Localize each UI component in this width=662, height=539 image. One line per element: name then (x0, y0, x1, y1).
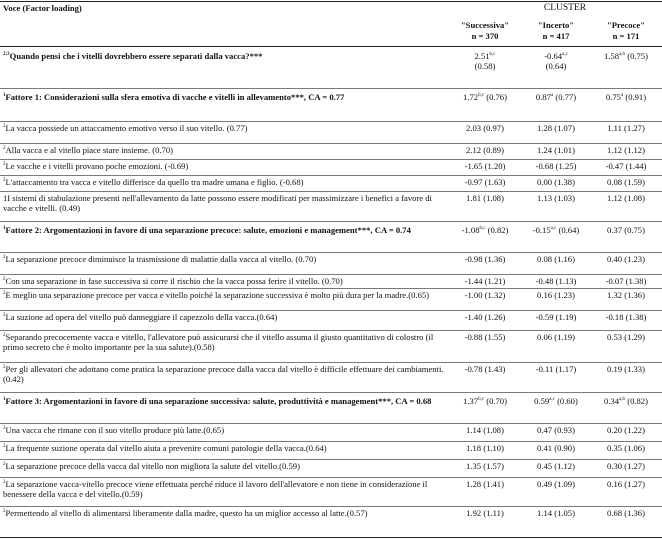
value-mean: -0.11 (1.17) (535, 364, 577, 374)
row-label (3, 193, 449, 214)
value-cell-cluster-1 (449, 479, 521, 489)
value-mean: 2.03 (0.97) (466, 123, 504, 133)
value-cell-cluster-2 (521, 461, 591, 471)
header-cluster: CLUSTER (543, 3, 587, 13)
row-label (3, 51, 449, 61)
row-label (3, 425, 449, 435)
row-label-superscript: 2 (3, 509, 6, 515)
value-mean: 1.14 (1.05) (537, 508, 575, 518)
value-mean: 0.35 (1.06) (607, 443, 645, 453)
row-separator (0, 330, 662, 331)
row-separator (0, 221, 662, 222)
value-mean: 1.18 (1.10) (466, 443, 504, 453)
row-label (3, 396, 449, 406)
value-cell-cluster-3 (591, 396, 661, 406)
row-label-superscript: 2 (3, 255, 6, 261)
row-label-superscript: 2 (3, 146, 6, 152)
value-mean: 1.14 (1.08) (466, 425, 504, 435)
value-cell-cluster-2 (521, 92, 591, 102)
value-mean: 1.81 (1.08) (466, 193, 504, 203)
value-cell-cluster-1 (449, 177, 521, 187)
value-cell-cluster-2 (521, 145, 591, 155)
value-cell-cluster-1 (449, 145, 521, 155)
value-mean: 1.12 (1.12) (607, 145, 645, 155)
row-label-text: Con una separazione in fase successiva si corre il rischio che la vacca possa ferire il vitello. (0.70) (5, 276, 343, 286)
value-cell-cluster-2 (521, 177, 591, 187)
value-mean: 1.35 (1.57) (466, 461, 504, 471)
row-label-text: E meglio una separazione precoce per vacca e vitello poiché la separazione successiva è molto più dura per la madre.(0.65) (5, 290, 430, 300)
value-cell-cluster-2 (521, 51, 591, 72)
row-label-text: Alla vacca e al vitello piace stare insieme. (0.70) (5, 145, 174, 155)
value-sd: (0.82) (627, 396, 648, 406)
value-mean: 0.20 (1.22) (607, 425, 645, 435)
value-mean: -1.44 (1.21) (464, 276, 506, 286)
header-col-successiva: "Successiva" (460, 20, 510, 30)
row-label-superscript: 2 (3, 480, 6, 486)
row-label-text: Le vacche e i vitelli provano poche emozioni. (-0.69) (5, 161, 189, 171)
value-cell-cluster-1 (449, 396, 521, 406)
header-voce: Voce (Factor loading) (3, 3, 82, 13)
value-cell-cluster-2 (521, 276, 591, 286)
value-cell-cluster-3 (591, 508, 661, 518)
row-label (3, 364, 449, 385)
value-mean: -0.98 (1.36) (464, 254, 506, 264)
value-cell-cluster-1 (449, 290, 521, 300)
table-bottom-rule (0, 537, 662, 538)
value-significance-superscript: a (550, 93, 554, 99)
row-separator (0, 88, 662, 89)
value-cell-cluster-3 (591, 92, 661, 102)
row-label-text: Per gli allevatori che adottano come pratica la separazione precoce dalla vacca dal vitello è difficile effettuare dei cambiamenti.(0.42) (3, 364, 444, 385)
value-cell-cluster-1 (449, 161, 521, 171)
value-cell-cluster-2 (521, 443, 591, 453)
value-significance-superscript: b,c (489, 52, 496, 58)
value-cell-cluster-1 (449, 193, 521, 203)
row-label-superscript: 2 (3, 365, 6, 371)
value-cell-cluster-2 (521, 312, 591, 322)
row-label (3, 145, 449, 155)
value-mean: -0.68 (1.25) (535, 161, 577, 171)
value-cell-cluster-1 (449, 123, 521, 133)
row-label-text: La frequente suzione operata dal vitello aiuta a prevenire comuni patologie della vacca.(0.64) (5, 443, 327, 453)
value-mean: -1.65 (1.20) (464, 161, 506, 171)
row-label-superscript: 2;3 (3, 52, 10, 58)
value-mean: -0.64 (544, 51, 563, 61)
row-label (3, 92, 449, 102)
row-label (3, 254, 449, 264)
value-cell-cluster-2 (521, 508, 591, 518)
value-significance-superscript: b,c (478, 397, 485, 403)
value-mean: 0.08 (1.16) (537, 254, 575, 264)
value-cell-cluster-3 (591, 332, 661, 342)
value-cell-cluster-3 (591, 51, 661, 61)
row-label-text: L'attaccamento tra vacca e vitello differisce da quello tra madre umana e figlio. (-0.68) (5, 177, 304, 187)
row-label-text: Separando precocemente vacca e vitello, l'allevatore può assicurarsi che il vitello assuma il giusto quantitativo di colostro (il primo secreto che è molto importante per la sua salute).(0.58) (3, 332, 434, 353)
value-sd: (0.76) (486, 92, 507, 102)
value-mean: 1.32 (1.36) (607, 290, 645, 300)
row-separator (0, 362, 662, 363)
value-cell-cluster-1 (449, 51, 521, 72)
row-label-text: La separazione vacca-vitello precoce viene effettuata perché riduce il lavoro dell'allevatore e non tiene in considerazione il benessere della vacca e del vitello.(0.59) (3, 479, 428, 500)
value-cell-cluster-2 (521, 425, 591, 435)
value-cell-cluster-3 (591, 461, 661, 471)
row-label-text: La suzione ad opera del vitello può danneggiare il capezzolo della vacca.(0.64) (5, 312, 278, 322)
value-mean: 0.16 (1.23) (537, 290, 575, 300)
value-sd: (0.77) (555, 92, 577, 102)
value-mean: -0.18 (1.38) (605, 312, 647, 322)
value-mean: 0.75 (605, 92, 621, 102)
value-significance-superscript: a (620, 93, 624, 99)
value-mean: 0.00 (1.38) (537, 177, 575, 187)
header-col-incerto: "Incerto" (537, 20, 575, 30)
row-label (3, 443, 449, 453)
value-cell-cluster-3 (591, 145, 661, 155)
value-mean: -1.40 (1.26) (464, 312, 506, 322)
value-mean: 0.16 (1.27) (607, 479, 645, 489)
row-separator (0, 191, 662, 192)
value-cell-cluster-2 (521, 396, 591, 406)
value-mean: 1.24 (1.01) (537, 145, 575, 155)
row-label (3, 123, 449, 133)
row-label (3, 479, 449, 500)
row-separator (0, 423, 662, 424)
value-cell-cluster-1 (449, 225, 521, 235)
row-separator (0, 441, 662, 442)
value-mean: -0.78 (1.43) (464, 364, 506, 374)
row-label-text: Fattore 3: Argomentazioni in favore di una separazione successiva: salute, produttività e management***, CA = 0.68 (5, 396, 432, 406)
value-cell-cluster-1 (449, 364, 521, 374)
value-cell-cluster-1 (449, 332, 521, 342)
row-label (3, 312, 449, 322)
value-sd: (0.75) (627, 51, 648, 61)
value-cell-cluster-3 (591, 425, 661, 435)
value-mean: -0.48 (1.13) (535, 276, 577, 286)
row-separator (0, 159, 662, 160)
value-mean: 1.11 (1.27) (607, 123, 645, 133)
row-separator (0, 288, 662, 289)
row-label (3, 225, 449, 235)
header-col-successiva-n: n = 370 (471, 31, 499, 41)
value-cell-cluster-2 (521, 290, 591, 300)
value-significance-superscript: a,c (550, 226, 557, 232)
value-mean: -0.15 (532, 225, 551, 235)
row-separator (0, 252, 662, 253)
value-sd: (0.64) (545, 61, 567, 72)
value-cell-cluster-1 (449, 92, 521, 102)
value-cell-cluster-3 (591, 193, 661, 203)
value-mean: 1.72 (463, 92, 479, 102)
row-label-superscript: 2 (3, 426, 6, 432)
value-cell-cluster-3 (591, 443, 661, 453)
value-cell-cluster-3 (591, 254, 661, 264)
row-label-superscript: 2 (3, 277, 6, 283)
value-mean: 0.19 (1.33) (607, 364, 645, 374)
value-cell-cluster-3 (591, 312, 661, 322)
value-cell-cluster-1 (449, 508, 521, 518)
value-mean: 0.59 (534, 396, 550, 406)
value-cell-cluster-1 (449, 443, 521, 453)
value-cell-cluster-2 (521, 332, 591, 342)
value-mean: 0.87 (535, 92, 551, 102)
value-cell-cluster-1 (449, 425, 521, 435)
value-significance-superscript: a,b (619, 52, 626, 58)
value-cell-cluster-3 (591, 479, 661, 489)
value-significance-superscript: a,b (619, 397, 626, 403)
row-label-superscript: 2 (3, 178, 6, 184)
value-mean: 1.13 (1.03) (537, 193, 575, 203)
header-bottom-rule (0, 46, 662, 47)
row-label-superscript: 2 (3, 291, 6, 297)
row-label (3, 332, 449, 353)
row-label (3, 276, 449, 286)
row-separator (0, 121, 662, 122)
value-mean: -0.07 (1.38) (605, 276, 647, 286)
value-mean: 1.12 (1.08) (607, 193, 645, 203)
value-significance-superscript: a,c (562, 52, 568, 58)
value-mean: 0.47 (0.93) (537, 425, 575, 435)
row-label (3, 161, 449, 171)
row-label-text: Permettendo al vitello di alimentarsi liberamente dalla madre, questo ha un miglior accesso al latte.(0.57) (5, 508, 368, 518)
value-mean: 0.68 (1.36) (607, 508, 645, 518)
row-label-superscript: 1 (3, 93, 6, 99)
row-label-superscript: 1 (3, 226, 6, 232)
value-cell-cluster-1 (449, 461, 521, 471)
value-mean: 1.92 (1.11) (466, 508, 504, 518)
value-mean: -1.00 (1.32) (464, 290, 506, 300)
value-significance-superscript: b,c (478, 93, 485, 99)
header-col-precoce-n: n = 171 (612, 31, 640, 41)
row-label-superscript: 1 (3, 397, 6, 403)
value-mean: 0.53 (1.29) (607, 332, 645, 342)
row-separator (0, 506, 662, 507)
value-cell-cluster-2 (521, 364, 591, 374)
row-label (3, 290, 449, 300)
row-separator (0, 392, 662, 393)
row-label-superscript: 2 (3, 124, 6, 130)
value-mean: 0.41 (0.90) (537, 443, 575, 453)
value-mean: 0.45 (1.12) (537, 461, 575, 471)
value-mean: 0.08 (1.59) (607, 177, 645, 187)
value-cell-cluster-3 (591, 177, 661, 187)
value-mean: 2.51 (474, 51, 490, 61)
value-mean: 2.12 (0.89) (466, 145, 504, 155)
value-sd: (0.82) (487, 225, 509, 235)
value-cell-cluster-2 (521, 479, 591, 489)
row-label-superscript: 2 (3, 313, 6, 319)
value-mean: 1.37 (463, 396, 479, 406)
value-mean: -1.08 (461, 225, 480, 235)
value-significance-superscript: b,c (479, 226, 486, 232)
value-cell-cluster-3 (591, 276, 661, 286)
value-mean: 0.34 (604, 396, 620, 406)
row-separator (0, 459, 662, 460)
header-col-incerto-n: n = 417 (542, 31, 570, 41)
value-mean: -0.59 (1.19) (535, 312, 577, 322)
row-label-superscript: 2 (3, 444, 6, 450)
value-mean: -0.97 (1.63) (464, 177, 506, 187)
row-separator (0, 274, 662, 275)
row-label (3, 461, 449, 471)
value-cell-cluster-3 (591, 290, 661, 300)
row-label-text: La separazione precoce diminuisce la trasmissione di malattie dalla vacca al vitello. (0.70) (5, 254, 317, 264)
value-mean: -0.88 (1.55) (464, 332, 506, 342)
row-label (3, 177, 449, 187)
value-mean: 1.28 (1.41) (466, 479, 504, 489)
row-separator (0, 477, 662, 478)
row-label-superscript: 2 (3, 333, 6, 339)
row-separator (0, 175, 662, 176)
row-label-text: 1I sistemi di stabulazione presenti nell'allevamento da latte possono essere modificati per massimizzare i benefici a favore di vacche e vitelli. (0.49) (3, 193, 432, 214)
row-label-text: La vacca possiede un attaccamento emotivo verso il suo vitello. (0.77) (5, 123, 248, 133)
value-cell-cluster-3 (591, 364, 661, 374)
value-sd: (0.64) (558, 225, 580, 235)
value-sd: (0.60) (557, 396, 578, 406)
row-label-text: Una vacca che rimane con il suo vitello produce più latte.(0.65) (5, 425, 225, 435)
value-cell-cluster-3 (591, 225, 661, 235)
value-mean: 1.28 (1.07) (537, 123, 575, 133)
value-cell-cluster-2 (521, 254, 591, 264)
row-separator (0, 310, 662, 311)
value-sd: (0.91) (625, 92, 647, 102)
value-significance-superscript: a,c (549, 397, 555, 403)
value-mean: 0.37 (0.75) (607, 225, 645, 235)
value-cell-cluster-3 (591, 123, 661, 133)
value-sd: (0.58) (474, 61, 496, 72)
value-cell-cluster-1 (449, 276, 521, 286)
value-cell-cluster-1 (449, 312, 521, 322)
value-mean: 0.06 (1.19) (537, 332, 575, 342)
row-label-text: Quando pensi che i vitelli dovrebbero essere separati dalla vacca?*** (9, 51, 263, 61)
row-label-superscript: 2 (3, 162, 6, 168)
row-label-text: Fattore 2: Argomentazioni in favore di una separazione precoce: salute, emozioni e management***, CA = 0.74 (5, 225, 411, 235)
value-mean: 0.30 (1.27) (607, 461, 645, 471)
row-label (3, 508, 449, 518)
row-label-superscript: 2 (3, 462, 6, 468)
value-mean: 0.49 (1.09) (537, 479, 575, 489)
value-mean: -0.47 (1.44) (605, 161, 647, 171)
value-cell-cluster-2 (521, 123, 591, 133)
header-col-precoce: "Precoce" (606, 20, 645, 30)
value-cell-cluster-2 (521, 161, 591, 171)
value-mean: 1.58 (604, 51, 620, 61)
value-cell-cluster-2 (521, 225, 591, 235)
row-label-text: Fattore 1: Considerazioni sulla sfera emotiva di vacche e vitelli in allevamento***, CA = 0.77 (5, 92, 345, 102)
row-label-text: La separazione precoce della vacca dal vitello non migliora la salute del vitello.(0.59) (5, 461, 300, 471)
value-cell-cluster-1 (449, 254, 521, 264)
value-cell-cluster-3 (591, 161, 661, 171)
value-cell-cluster-2 (521, 193, 591, 203)
value-sd: (0.70) (486, 396, 507, 406)
row-separator (0, 143, 662, 144)
value-mean: 0.40 (1.23) (607, 254, 645, 264)
table-top-rule (0, 1, 662, 2)
